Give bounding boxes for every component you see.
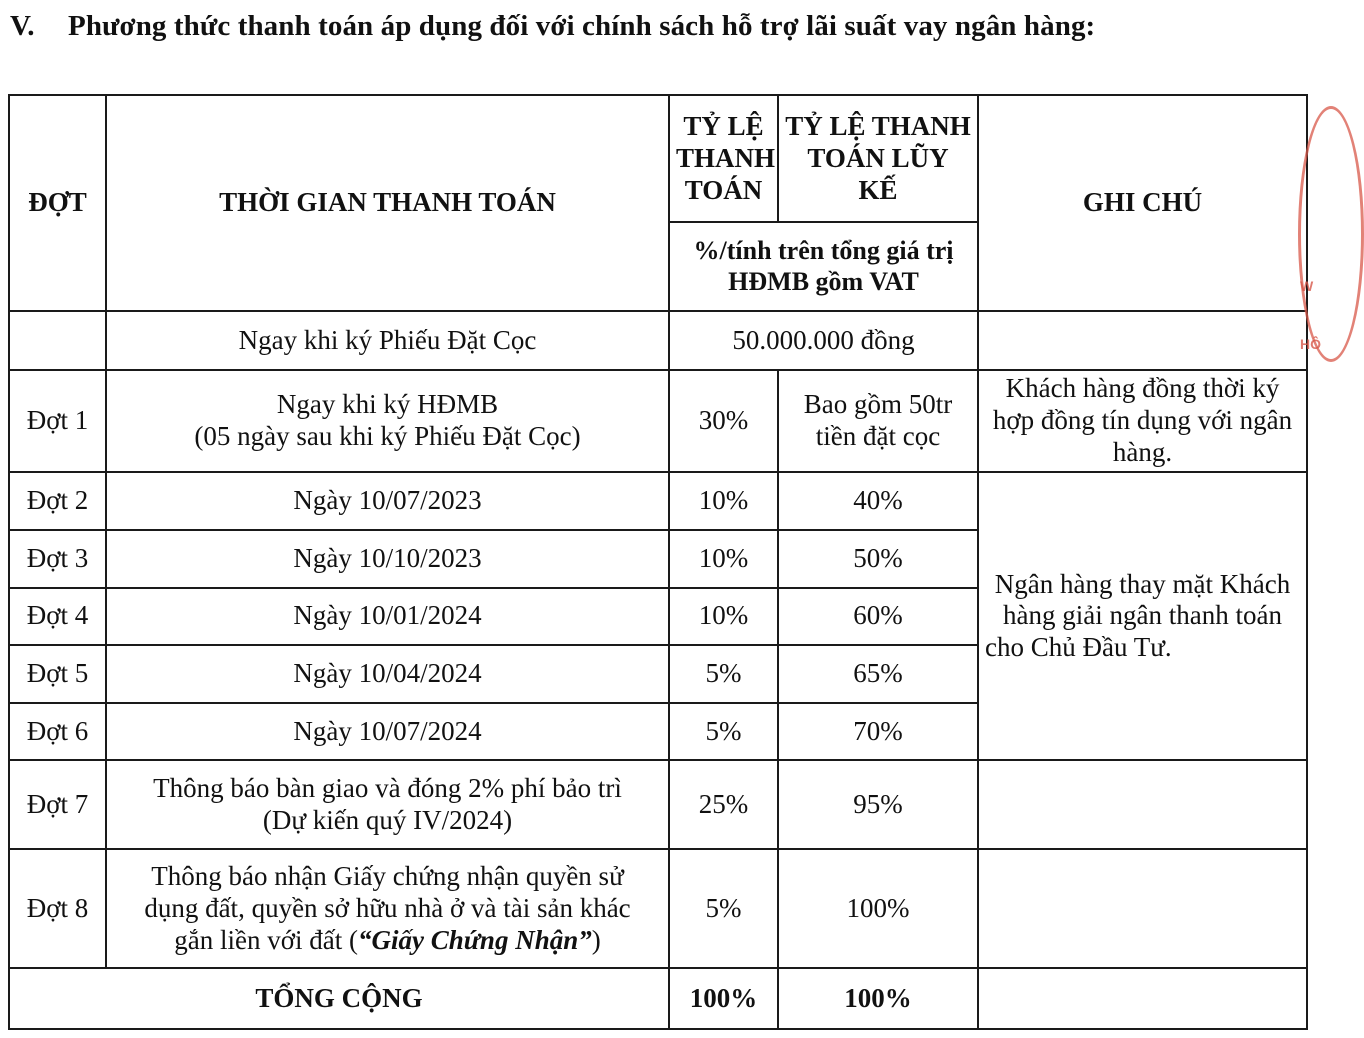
deposit-amount: 50.000.000 đồng: [669, 311, 978, 370]
section-heading: [10, 10, 1095, 43]
merged-note: Ngân hàng thay mặt Khách hàng giải ngân thanh toán cho Chủ Đầu Tư.: [978, 472, 1307, 760]
row-time: Ngày 10/07/2023: [106, 472, 669, 530]
row-rate: 5%: [669, 849, 778, 968]
row-cumulative: 60%: [778, 588, 978, 646]
row-time: Ngày 10/10/2023: [106, 530, 669, 588]
row-time-text: Thông báo nhận Giấy chứng nhận quyền sử dụng đất, quyền sở hữu nhà ở và tài sản khác gắn liền với đất (: [144, 860, 631, 955]
row-time: Ngày 10/07/2024: [106, 703, 669, 761]
row-cumulative: 100%: [778, 849, 978, 968]
row-note-empty: [978, 760, 1307, 849]
total-label: TỔNG CỘNG: [9, 968, 669, 1029]
total-note-empty: [978, 968, 1307, 1029]
row-time-line: Ngay khi ký HĐMB: [276, 389, 499, 420]
row-cumulative: 50%: [778, 530, 978, 588]
header-payment-rate: TỶ LỆ THANH TOÁN: [669, 95, 778, 222]
row-time-line: Thông báo bàn giao và đóng 2% phí bảo trì: [153, 772, 622, 803]
header-dot: ĐỢT: [9, 95, 106, 311]
row-cumulative: 65%: [778, 645, 978, 703]
payment-schedule-table: [8, 94, 1308, 1030]
row-note-empty: [978, 849, 1307, 968]
row-dot: Đợt 5: [9, 645, 106, 703]
table-row: [9, 370, 1307, 473]
row-rate: 5%: [669, 703, 778, 761]
row-cumulative: 95%: [778, 760, 978, 849]
row-time: Ngày 10/01/2024: [106, 588, 669, 646]
header-cumulative-rate: TỶ LỆ THANH TOÁN LŨY KẾ: [778, 95, 978, 222]
row-rate: 10%: [669, 588, 778, 646]
row-rate: 10%: [669, 530, 778, 588]
row-time: [106, 849, 669, 968]
stamp-text-2: HÔ: [1300, 336, 1321, 352]
row-time: Ngày 10/04/2024: [106, 645, 669, 703]
section-title: Phương thức thanh toán áp dụng đối với chính sách hỗ trợ lãi suất vay ngân hàng:: [68, 10, 1096, 42]
row-note: Khách hàng đồng thời ký hợp đồng tín dụng với ngân hàng.: [978, 370, 1307, 473]
total-cumulative: 100%: [778, 968, 978, 1029]
row-cumulative: 70%: [778, 703, 978, 761]
total-row: [9, 968, 1307, 1029]
header-basis: %/tính trên tổng giá trị HĐMB gồm VAT: [669, 222, 978, 311]
deposit-dot-cell: [9, 311, 106, 370]
stamp-text-1: W: [1300, 278, 1314, 294]
deposit-note-cell: [978, 311, 1307, 370]
row-rate: 25%: [669, 760, 778, 849]
table-row: [9, 760, 1307, 849]
row-rate: 30%: [669, 370, 778, 473]
stamp-arc: [1298, 106, 1364, 362]
row-dot: Đợt 7: [9, 760, 106, 849]
row-time: [106, 760, 669, 849]
row-rate: 5%: [669, 645, 778, 703]
row-time-suffix: ): [591, 924, 601, 955]
row-time: [106, 370, 669, 473]
row-cumulative: Bao gồm 50tr tiền đặt cọc: [778, 370, 978, 473]
row-dot: Đợt 3: [9, 530, 106, 588]
red-stamp-partial: [1298, 96, 1321, 366]
table-row: [9, 472, 1307, 530]
row-dot: Đợt 2: [9, 472, 106, 530]
header-payment-time: THỜI GIAN THANH TOÁN: [106, 95, 669, 311]
section-number: V.: [10, 10, 35, 42]
header-row: [9, 95, 1307, 222]
row-time-line: (05 ngày sau khi ký Phiếu Đặt Cọc): [194, 421, 581, 452]
total-rate: 100%: [669, 968, 778, 1029]
row-cumulative: 40%: [778, 472, 978, 530]
row-time-line: (Dự kiến quý IV/2024): [262, 804, 513, 835]
row-dot: Đợt 4: [9, 588, 106, 646]
table-row: [9, 849, 1307, 968]
header-note: GHI CHÚ: [978, 95, 1307, 311]
deposit-row: [9, 311, 1307, 370]
row-dot: Đợt 8: [9, 849, 106, 968]
row-dot: Đợt 6: [9, 703, 106, 761]
deposit-time: Ngay khi ký Phiếu Đặt Cọc: [106, 311, 669, 370]
row-rate: 10%: [669, 472, 778, 530]
row-dot: Đợt 1: [9, 370, 106, 473]
row-time-emphasis: “Giấy Chứng Nhận”: [358, 924, 592, 955]
